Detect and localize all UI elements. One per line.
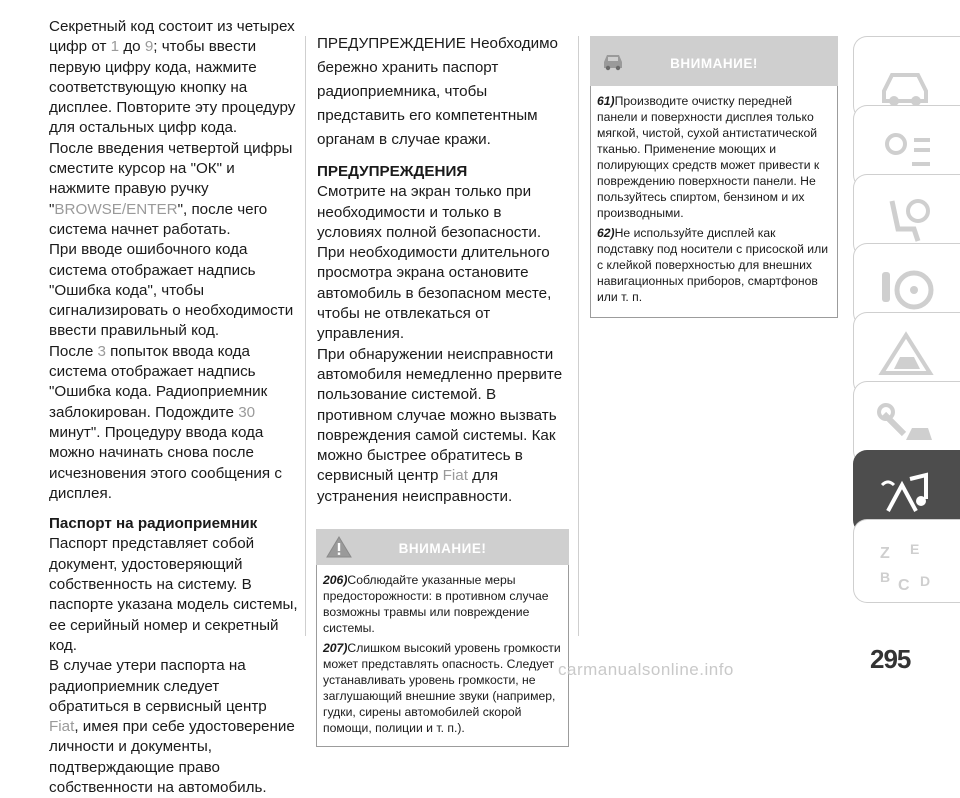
text-run: Паспорт представляет собой документ, удостоверяющий собственность на систему. В паспорте указана модель системы, ее серийный номер и секретный код. — [49, 535, 298, 654]
svg-text:D: D — [920, 573, 931, 589]
alphabet-index-icon — [874, 534, 938, 594]
warning-item — [597, 93, 831, 221]
highlighted-term: Fiat — [49, 718, 75, 736]
text-run: до — [119, 38, 145, 56]
text-run: минут". Процедуру ввода кода можно начинать снова после исчезновения этого сообщения с дисплея. — [49, 423, 282, 502]
warning-item-number: 62) — [597, 226, 615, 240]
text-run: Секретный код состоит из четырех цифр от — [49, 18, 295, 56]
multimedia-icon — [874, 465, 938, 525]
caution-heading: ПРЕДУПРЕЖДЕНИЕ — [317, 35, 466, 52]
warning-title: ВНИМАНИЕ! — [670, 56, 758, 71]
car-warning-icon — [874, 327, 938, 387]
page-number: 295 — [870, 644, 911, 674]
caution-text: Необходимо бережно хранить паспорт радиоприемника, чтобы представить его компетентным органам в случае кражи. — [317, 35, 558, 148]
text-run: В случае утери паспорта на радиоприемник следует обратиться в сервисный центр — [49, 657, 267, 715]
text-run: для устранения неисправности. — [317, 467, 513, 505]
warning-title: ВНИМАНИЕ! — [398, 541, 487, 557]
warning-item — [323, 572, 562, 636]
paragraph-fault-service — [317, 345, 569, 507]
warning-item-text: Производите очистку передней панели и поверхности дисплея только мягкой, чистой, сухой антистатической тканью. Применение моющих и полирующих средств может привести к повреждению поверхности панели. Не пользуйтесь спиртом, бензином и их производными. — [597, 94, 820, 220]
warning-item-text: Не используйте дисплей как подставку под носители с присоской или с клейкой поверхностью для внешних навигационных приборов, смартфонов или т. п. — [597, 226, 829, 304]
watermark: carmanualsonline.info — [558, 660, 734, 679]
warning-item-number: 207) — [323, 641, 348, 656]
text-run: При вводе ошибочного кода система отображает надпись "Ошибка кода", чтобы сигнализировать о необходимости ввести правильный код. — [49, 241, 294, 340]
svg-text:Z: Z — [880, 545, 890, 562]
paragraph-passport-loss — [49, 656, 299, 798]
paragraph-code-error — [49, 240, 299, 341]
text-run: ", после чего система начнет работать. — [49, 200, 268, 238]
paragraph-passport-description — [49, 534, 299, 656]
highlighted-term: Fiat — [442, 467, 468, 485]
warning-item — [323, 640, 562, 736]
highlighted-term: 30 — [238, 403, 256, 421]
column-left — [49, 17, 299, 798]
car-icon — [874, 51, 938, 111]
highlighted-term: 9 — [144, 38, 154, 56]
highlighted-term: BROWSE/ENTER — [54, 200, 178, 218]
seat-airbag-icon — [874, 189, 938, 249]
column-middle — [317, 32, 569, 747]
warning-box-middle — [316, 529, 569, 747]
svg-text:E: E — [910, 541, 920, 557]
caution-keep-passport — [317, 32, 569, 152]
text-run: , имея при себе удостоверение личности и документы, подтверждающие право собственности на автомобиль. — [49, 718, 295, 796]
paragraph-code-digits — [49, 17, 299, 139]
section-heading-radio-passport: Паспорт на радиоприемник — [49, 515, 258, 533]
warning-header — [590, 36, 838, 86]
warning-header — [316, 529, 569, 565]
highlighted-term: 3 — [97, 342, 106, 360]
text-run: ; чтобы ввести первую цифру кода, нажмите соответствующую кнопку на дисплее. Повторите эту процедуру для остальных цифр кода. — [49, 38, 296, 137]
column-right — [590, 36, 838, 318]
warning-item-number: 206) — [323, 573, 348, 588]
text-run: При обнаружении неисправности автомобиля немедленно прервите пользование системой. В противном случае можно вызвать повреждения самой системы. Как можно быстрее обратитесь в сервисный центр — [317, 345, 563, 485]
text-run: После введения четвертой цифры сместите курсор на "ОК" и нажмите правую ручку " — [49, 139, 293, 218]
caution-heading-screen: ПРЕДУПРЕЖДЕНИЯ — [317, 163, 468, 180]
warning-item — [597, 225, 831, 305]
warning-body — [316, 565, 569, 747]
wrench-car-icon — [874, 396, 938, 456]
highlighted-term: 1 — [110, 38, 120, 56]
dashboard-lights-icon — [874, 120, 938, 180]
column-divider — [305, 36, 306, 636]
warning-body — [590, 86, 838, 318]
warning-item-number: 61) — [597, 94, 615, 108]
chapter-tab[interactable] — [853, 519, 960, 603]
warning-item-text: Слишком высокий уровень громкости может представлять опасность. Следует устанавливать уровень громкости, не заглушающий внешние звуки (например, гудки, сирены автомобилей скорой помощи, полиции и т. п.). — [323, 641, 561, 736]
warning-box-right — [590, 36, 838, 318]
paragraph-screen-safety: Смотрите на экран только при необходимости и только в условиях полной безопасности. При необходимости длительного просмотра экрана остановите автомобиль в безопасном месте, чтобы не отвлекаться от управления. — [317, 183, 552, 343]
svg-text:B: B — [880, 569, 891, 585]
text-run: попыток ввода кода система отображает надпись "Ошибка кода. Радиоприемник заблокирован. Подождите — [49, 342, 268, 421]
column-divider — [578, 36, 579, 636]
warning-item-text: Соблюдайте указанные меры предосторожности: в противном случае возможны травмы или повреждение системы. — [323, 573, 549, 636]
key-steering-wheel-icon — [874, 258, 938, 318]
paragraph-browse-enter — [49, 139, 299, 240]
svg-text:C: C — [898, 577, 910, 594]
text-run: После — [49, 342, 98, 360]
paragraph-code-blocked — [49, 342, 299, 504]
